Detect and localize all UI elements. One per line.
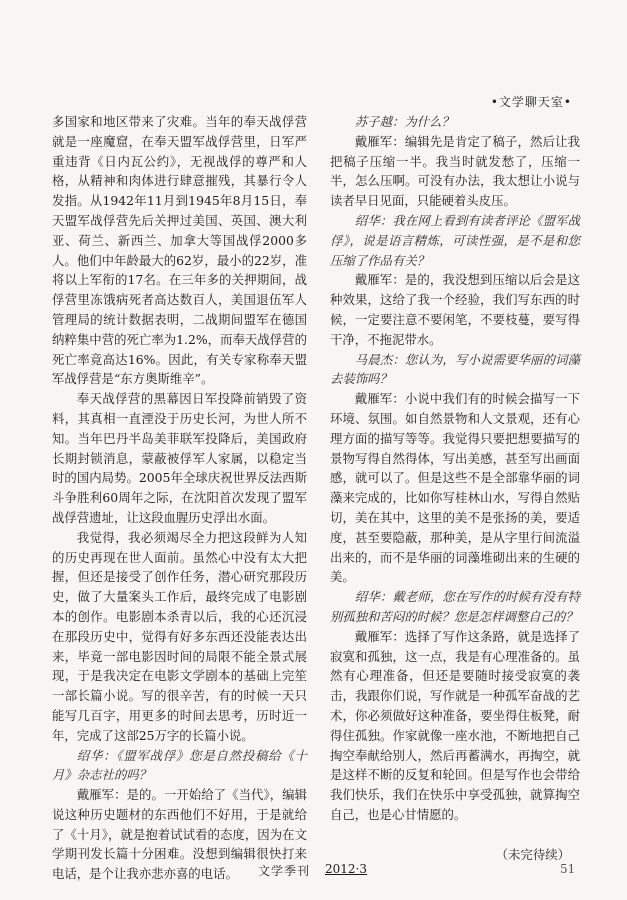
to-be-continued: （未完待续）	[495, 846, 570, 862]
paragraph: 奉天战俘营的黑幕因日军投降前销毁了资料，其真相一直湮没于历史长河，为世人所不知。当年巴丹半岛美菲联军投降后，美国政府长期封锁消息，蒙蔽被俘军人家属，以稳定当时的国内局势。2005年全球庆祝世界反法西斯斗争胜利60周年之际，在沈阳首次发现了盟军战俘营遗址，让这段血腥历史浮出水面。	[52, 391, 307, 525]
interview-answer: 戴雁军：是的，我没想到压缩以后会是这种效果，这给了我一个经验，我们写东西的时候，一定要注意不要闲笔，不要枝蔓，要写得干净，不拖泥带水。	[330, 272, 580, 347]
interview-answer: 戴雁军：编辑先是肯定了稿子，然后让我把稿子压缩一半。我当时就发愁了，压缩一半，怎么压啊。可没有办法，我太想让小说与读者早日见面，只能硬着头皮压。	[330, 133, 580, 209]
interview-question: 绍华：《盟军战俘》您是自然投稿给《十月》杂志社的吗？	[52, 747, 307, 783]
interview-question: 马晨杰：您认为，写小说需要华丽的词藻去装饰吗？	[330, 351, 580, 387]
interview-answer: 戴雁军：是的。一开始给了《当代》，编辑说这种历史题材的东西他们不好用，于是就给了《十月》，就是抱着试试看的态度，因为在文学期刊发长篇十分困难。没想到编辑很快打来电话，是个让我亦悲亦喜的电话。	[52, 787, 307, 882]
right-column	[330, 112, 580, 864]
journal-name: 文学季刊	[258, 864, 311, 878]
interview-question: 苏子越：为什么？	[354, 114, 454, 129]
interview-question: 绍华：戴老师，您在写作的时候有没有特别孤独和苦闷的时候？您是怎样调整自己的？	[330, 589, 580, 624]
section-header: •文学聊天室•	[490, 95, 572, 109]
issue-number: 2012·3	[325, 862, 367, 876]
left-column	[52, 112, 307, 884]
paragraph: 多国家和地区带来了灾难。当年的奉天战俘营就是一座魔窟，在奉天盟军战俘营里，日军严重违背《日内瓦公约》，无视战俘的尊严和人格，从精神和肉体进行肆意摧残，其暴行令人发指。从1942年11月到1945年8月15日，奉天盟军战俘营先后关押过美国、英国、澳大利亚、荷兰、新西兰、加拿大等国战俘2000多人。他们中年龄最大的62岁，最小的22岁，准将以上军衔的17名。在三年多的关押期间，战俘营里冻饿病死者高达数百人，美国退伍军人管理局的统计数据表明，二战期间盟军在德国纳粹集中营的死亡率为1.2%，而奉天战俘营的死亡率竟高达16%。因此，有关专家称奉天盟军战俘营是“东方奥斯维辛”。	[52, 114, 307, 387]
page-number: 51	[560, 862, 576, 876]
interview-answer: 戴雁军：选择了写作这条路，就是选择了寂寞和孤独，这一点，我是有心理准备的。虽然有心理准备，但还是要随时接受寂寞的袭击，我跟你们说，写作就是一种孤军奋战的艺术，你必须做好这种准备，要坐得住板凳，耐得住孤独。作家就像一座水池，不断地把自己掏空奉献给别人，然后再蓄满水，再掏空，就是这样不断的反复和轮回。但是写作也会带给我们快乐，我们在快乐中享受孤独，就算掏空自己，也是心甘情愿的。	[330, 628, 580, 822]
paragraph: 我觉得，我必须竭尽全力把这段鲜为人知的历史再现在世人面前。虽然心中没有太大把握，但还是接受了创作任务，潜心研究那段历史，做了大量案头工作后，最终完成了电影剧本的创作。电影剧本杀青以后，我的心还沉浸在那段历史中，觉得有好多东西还没能表达出来，毕竟一部电影因时间的局限不能全景式展现，于是我决定在电影文学剧本的基础上完笙一部长篇小说。写的很辛苦，有的时候一天只能写几百字，用更多的时间去思考，历时近一年，完成了这部25万字的长篇小说。	[52, 529, 307, 743]
interview-answer: 戴雁军：小说中我们有的时候会描写一下环境、氛围。如自然景物和人文景观，还有心理方面的描写等等。我觉得只要把想要描写的景物写得自然得体，写出美感，甚至写出画面感，就可以了。但是这些不是全部靠华丽的词藻来完成的，比如你写桂林山水，写得自然贴切，美在其中，这里的美不是张扬的美，要适度，甚至要隐蔽，那种美，是从字里行间流溢出来的，而不是华丽的词藻堆砌出来的生硬的美。	[330, 391, 580, 585]
interview-question: 绍华：我在网上看到有读者评论《盟军战俘》，说是语言精炼，可读性强，是不是和您压缩了作品有关？	[330, 212, 580, 268]
